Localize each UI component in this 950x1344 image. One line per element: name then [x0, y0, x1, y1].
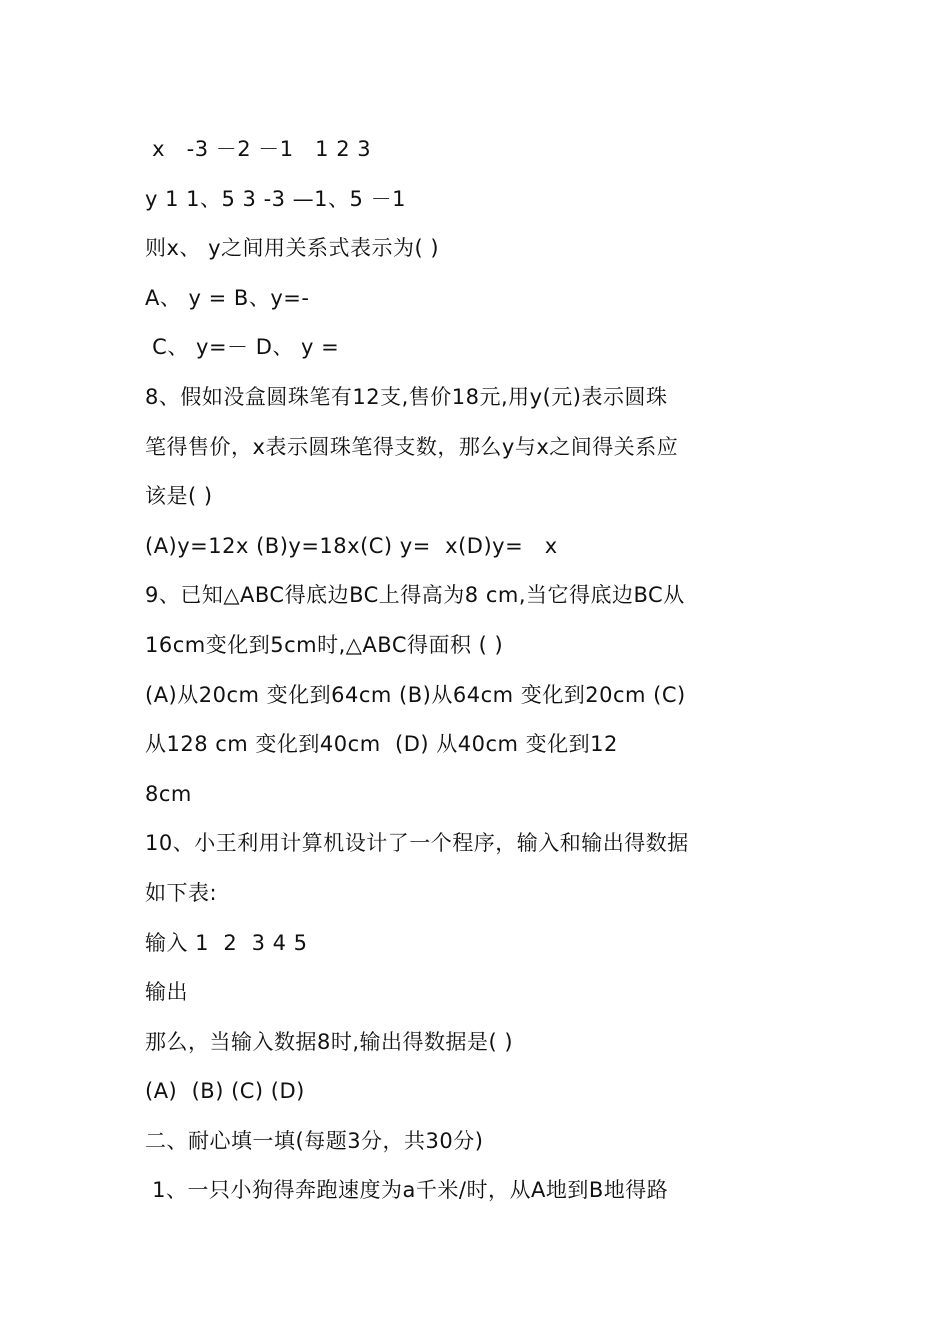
section-2-heading: 二、耐心填一填(每题3分，共30分): [145, 1128, 484, 1153]
question-10-line-2: 如下表:: [145, 880, 218, 905]
question-7-options-cd: C、 y=－ D、 y =: [145, 335, 340, 360]
question-8-options: (A)y=12x (B)y=18x(C) y= x(D)y= x: [145, 533, 558, 558]
document-body: [145, 125, 815, 1216]
question-8-line-3: 该是( ): [145, 484, 213, 509]
question-8-line-2: 笔得售价，x表示圆珠笔得支数，那么y与x之间得关系应: [145, 434, 679, 459]
question-9-options-3: 8cm: [145, 781, 192, 806]
question-10-line-3: 那么，当输入数据8时,输出得数据是( ): [145, 1029, 514, 1054]
question-7-stem: 则x、 y之间用关系式表示为( ): [145, 236, 440, 261]
table-row-y: y 1 1、5 3 -3 —1、5 －1: [145, 186, 406, 211]
question-9-line-1: 9、已知△ABC得底边BC上得高为8 cm,当它得底边BC从: [145, 583, 685, 608]
question-8-line-1: 8、假如没盒圆珠笔有12支,售价18元,用y(元)表示圆珠: [145, 384, 668, 409]
output-row: 输出: [145, 980, 188, 1005]
question-7-options-ab: A、 y = B、y=-: [145, 285, 310, 310]
question-9-options-2: 从128 cm 变化到40cm (D) 从40cm 变化到12: [145, 732, 618, 757]
question-9-options-1: (A)从20cm 变化到64cm (B)从64cm 变化到20cm (C): [145, 682, 686, 707]
section-2-question-1: 1、一只小狗得奔跑速度为a千米/时，从A地到B地得路: [145, 1178, 669, 1203]
question-9-line-2: 16cm变化到5cm时,△ABC得面积 ( ): [145, 632, 504, 657]
table-row-x: x -3 －2 －1 1 2 3: [145, 137, 372, 161]
question-10-options: (A) (B) (C) (D): [145, 1079, 305, 1104]
input-row: 输入 1 2 3 4 5: [145, 930, 308, 955]
question-10-line-1: 10、小王利用计算机设计了一个程序，输入和输出得数据: [145, 831, 689, 856]
